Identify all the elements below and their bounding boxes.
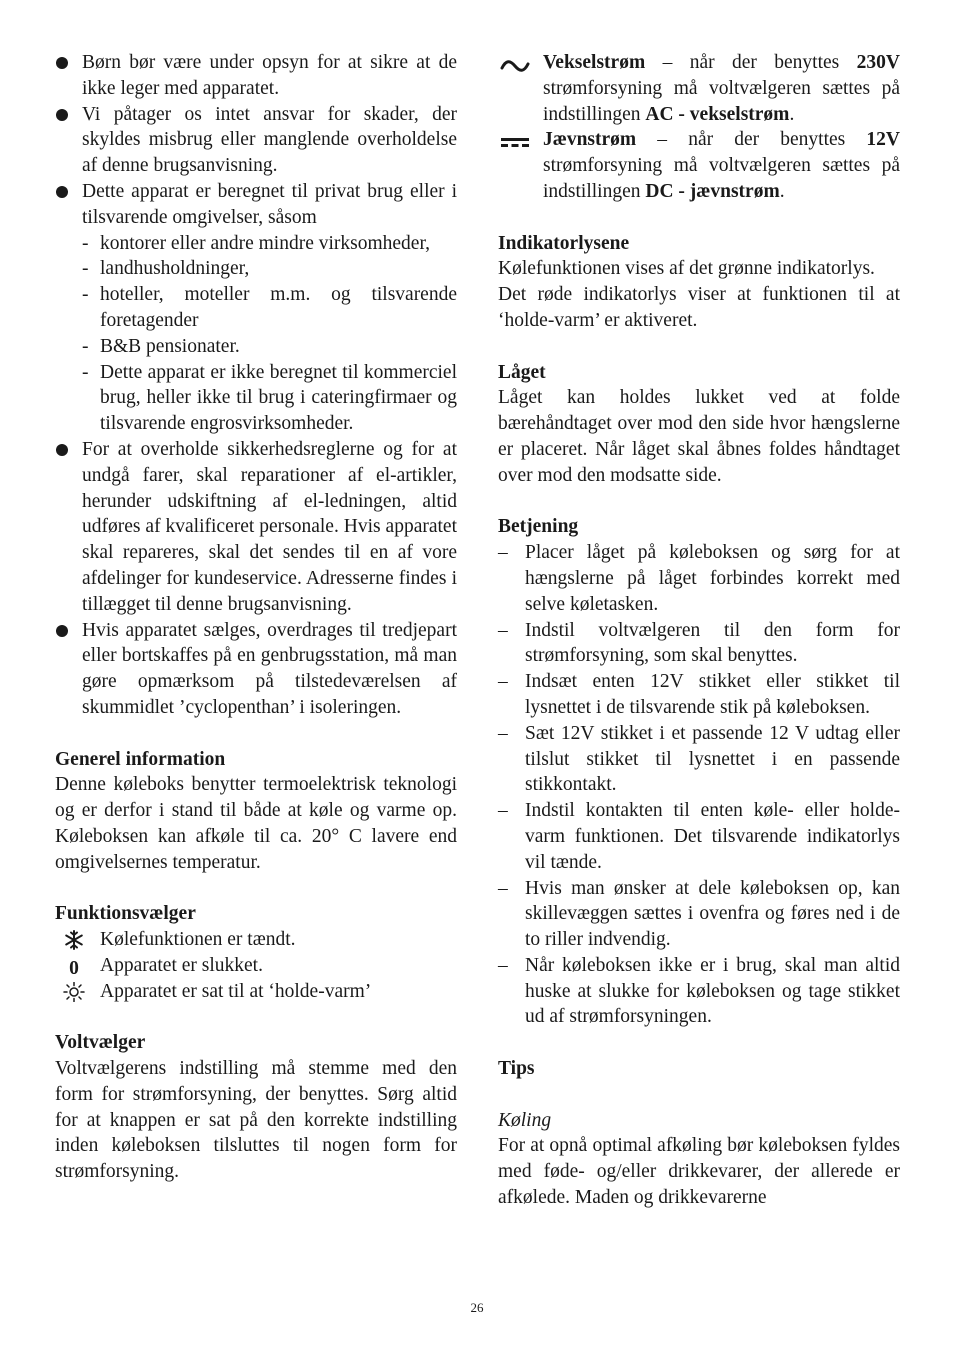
- tips-subheading: Køling: [498, 1109, 552, 1131]
- sub-list-item: - hoteller, moteller m.m. og tilsvarende foretagender: [82, 284, 457, 331]
- bullet-icon: [56, 57, 68, 69]
- indicators-text-1: Kølefunktionen vises af det grønne indikatorlys.: [498, 258, 875, 280]
- indicators-text-2: Det røde indikatorlys viser at funktionen til at ‘holde-varm’ er aktiveret.: [498, 284, 900, 331]
- sub-list-item: - kontorer eller andre mindre virksomheder,: [82, 232, 431, 254]
- list-item: – Indsæt enten 12V stikket eller stikket til lysnettet i de tilsvarende stik på køleboksen.: [498, 671, 900, 718]
- left-column: [55, 50, 457, 1185]
- lid-text: Låget kan holdes lukket ved at folde bærehåndtaget over mod den side hvor hængslerne er placeret. Når låget skal åbnes foldes håndtaget over mod den modsatte side.: [498, 387, 900, 486]
- spacer: [498, 1082, 900, 1108]
- bullet-icon: [56, 444, 68, 456]
- tips-text: For at opnå optimal afkøling bør køleboksen fyldes med føde- og/eller drikkevarer, der allerede er afkølede. Maden og drikkevarerne: [498, 1135, 900, 1209]
- section-heading-tips: Tips: [498, 1058, 535, 1080]
- bullet-icon: [56, 625, 68, 637]
- section-heading-operation: Betjening: [498, 516, 579, 538]
- bullet-icon: [56, 186, 68, 198]
- list-item: Dette apparat er beregnet til privat brug eller i tilsvarende omgivelser, såsom: [55, 179, 457, 231]
- section-heading-volt-selector: Voltvælger: [55, 1032, 146, 1054]
- page-number: 26: [470, 1300, 484, 1315]
- sub-list-item: - landhusholdninger,: [82, 258, 250, 280]
- snowflake-icon: [63, 930, 85, 950]
- volt-selector-text: Voltvælgerens indstilling må stemme med den form for strømforsyning, der benyttes. Sørg altid for at knappen er sat på den korrekte indstilling inden køleboksen tilsluttes til nogen form for strømforsyning.: [55, 1058, 457, 1183]
- list-item: Hvis apparatet sælges, overdrages til tredjepart eller bortskaffes på en genbrugsstation, må man gøre opmærksom på tilstedeværelsen af skummidlet ’cyclopenthan’ i isoleringen.: [55, 618, 457, 721]
- list-item: – Sæt 12V stikket i et passende 12 V udtag eller tilslut stikket til lysnettet i en passende stikkontakt.: [498, 722, 900, 796]
- function-row-keep-warm: Apparatet er sat til at ‘holde-varm’: [55, 979, 457, 1005]
- sub-list: [55, 231, 457, 437]
- zero-symbol: 0: [69, 957, 79, 979]
- list-item: – Hvis man ønsker at dele køleboksen op, kan skillevæggen sættes i ovenfra og føres ned i de to riller indvendig.: [498, 877, 900, 951]
- list-item: Børn bør være under opsyn for at sikre at de ikke leger med apparatet.: [55, 50, 457, 102]
- section-heading-lid: Låget: [498, 361, 546, 383]
- list-item: – Når køleboksen ikke er i brug, skal man altid huske at slukke for køleboksen og tage stikket ud af strømforsyningen.: [498, 954, 900, 1028]
- section-heading-function-selector: Funktionsvælger: [55, 903, 196, 925]
- list-item: Vi påtager os intet ansvar for skader, der skyldes misbrug eller manglende overholdelse af denne brugsanvisning.: [55, 102, 457, 179]
- general-text: Denne køleboks benytter termoelektrisk teknologi og er derfor i stand til både at køle og varme op. Køleboksen kan afkøle til ca. 20° C lavere end omgivelsernes temperatur.: [55, 774, 457, 873]
- ac-wave-icon: [500, 55, 530, 69]
- bullet-icon: [56, 109, 68, 121]
- list-item: For at overholde sikkerhedsreglerne og for at undgå farer, skal reparationer af el-artikler, herunder udskiftning af el-ledningen, altid udføres af kvalificeret personale. Hvis apparatet skal repareres, skal det sendes til en af vore afdelinger for kundeservice. Adresserne findes i tillægget til denne brugsanvisning.: [55, 437, 457, 618]
- list-item: – Indstil voltvælgeren til den form for strømforsyning, som skal benyttes.: [498, 619, 900, 667]
- function-row-cool: Kølefunktionen er tændt.: [55, 927, 457, 953]
- dc-power-entry: Jævnstrøm – når der benyttes 12V strømforsyning må voltvælgeren sættes på indstillingen DC - jævnstrøm.: [498, 127, 900, 204]
- list-item: – Placer låget på køleboksen og sørg for at hængslerne på låget forbindes korrekt med selve køletasken.: [498, 542, 900, 615]
- dc-line-icon: [500, 132, 530, 146]
- sub-list-item: - B&B pensionater.: [82, 335, 240, 357]
- section-heading-indicators: Indikatorlysene: [498, 232, 630, 254]
- list-item: – Indstil kontakten til enten køle- eller holde-varm funktionen. Det tilsvarende indikatorlys vil tænde.: [498, 800, 900, 873]
- function-row-off: 0 Apparatet er slukket.: [55, 953, 457, 979]
- sub-list-item: - Dette apparat er ikke beregnet til kommerciel brug, heller ikke til brug i cateringfirmaer og tilsvarende engrosvirksomheder.: [82, 361, 457, 435]
- right-column: [498, 50, 900, 1211]
- sun-icon: [63, 982, 85, 1002]
- ac-power-entry: Vekselstrøm – når der benyttes 230V strømforsyning må voltvælgeren sættes på indstillingen AC - vekselstrøm.: [498, 50, 900, 127]
- section-heading-general: Generel information: [55, 748, 226, 770]
